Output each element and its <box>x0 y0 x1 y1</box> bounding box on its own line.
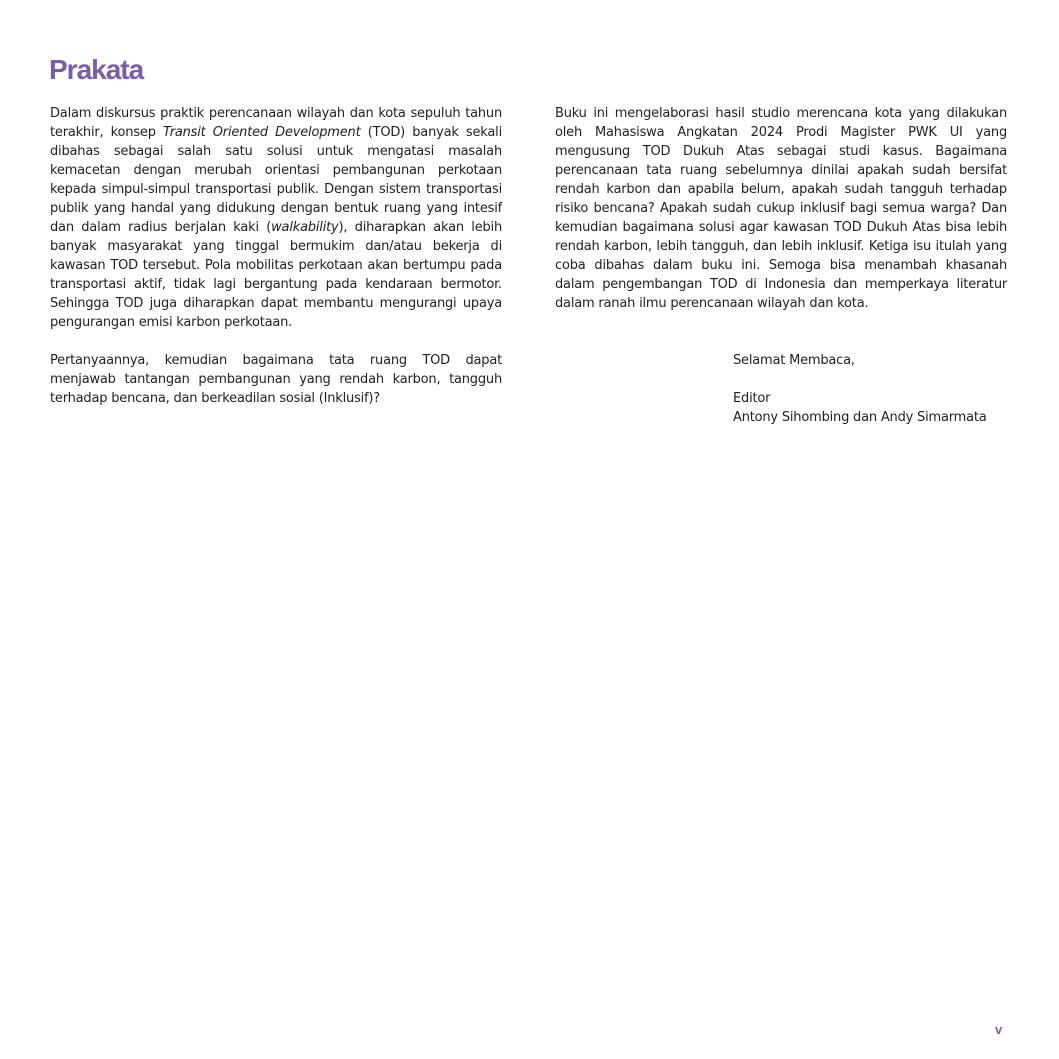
text-segment: (TOD) banyak sekali dibahas sebagai salah satu solusi untuk mengatasi masalah kemacetan dengan merubah orientasi pembangunan perkotaan kepada simpul-simpul transportasi publik. Dengan sistem transportasi publik yang handal yang didukung dengan bentuk ruang yang intesif dan dalam radius berjalan kaki ( <box>50 125 502 235</box>
right-column <box>555 104 1007 332</box>
text-segment: ), diharapkan akan lebih banyak masyarakat yang tinggal bermukim dan/atau bekerja di kawasan TOD tersebut. Pola mobilitas perkotaan akan bertumpu pada transportasi aktif, tidak lagi bergantung pada kendaraan bermotor. Sehingga TOD juga diharapkan dapat membantu mengurangi upaya pengurangan emisi karbon perkotaan. <box>50 220 503 330</box>
text-segment: Dalam diskursus praktik perencanaan wilayah dan kota sepuluh tahun terakhir, konsep <box>50 106 502 140</box>
editor-role: Editor <box>733 391 771 406</box>
page-title: Prakata <box>49 54 144 85</box>
paragraph-question: Pertanyaannya, kemudian bagaimana tata ruang TOD dapat menjawab tantangan pembangunan yang rendah karbon, tangguh terhadap bencana, dan berkeadilan sosial (Inklusif)? <box>50 353 502 406</box>
spacer <box>733 370 1033 389</box>
left-column <box>50 104 502 427</box>
paragraph-tod-intro <box>50 104 502 332</box>
editor-names: Antony Sihombing dan Andy Simarmata <box>733 410 987 425</box>
term-walkability: walkability <box>271 220 339 235</box>
signature-block <box>733 351 1033 427</box>
page-number: v <box>995 1022 1003 1037</box>
greeting: Selamat Membaca, <box>733 353 855 368</box>
paragraph-book-summary: Buku ini mengelaborasi hasil studio merencana kota yang dilakukan oleh Mahasiswa Angkatan 2024 Prodi Magister PWK UI yang mengusung TOD Dukuh Atas sebagai studi kasus. Bagaimana perencanaan tata ruang sebelumnya dinilai apakah sudah bersifat rendah karbon dan apabila belum, apakah sudah tangguh terhadap risiko bencana? Apakah sudah cukup inklusif bagi semua warga? Dan kemudian bagaimana solusi agar kawasan TOD Dukuh Atas bisa lebih rendah karbon, lebih tangguh, dan lebih inklusif. Ketiga isu itulah yang coba dibahas dalam buku ini. Semoga bisa menambah khasanah dalam pengembangan TOD di Indonesia dan memperkaya literatur dalam ranah ilmu perencanaan wilayah dan kota. <box>555 106 1007 311</box>
term-transit-oriented-development: Transit Oriented Development <box>162 125 361 140</box>
